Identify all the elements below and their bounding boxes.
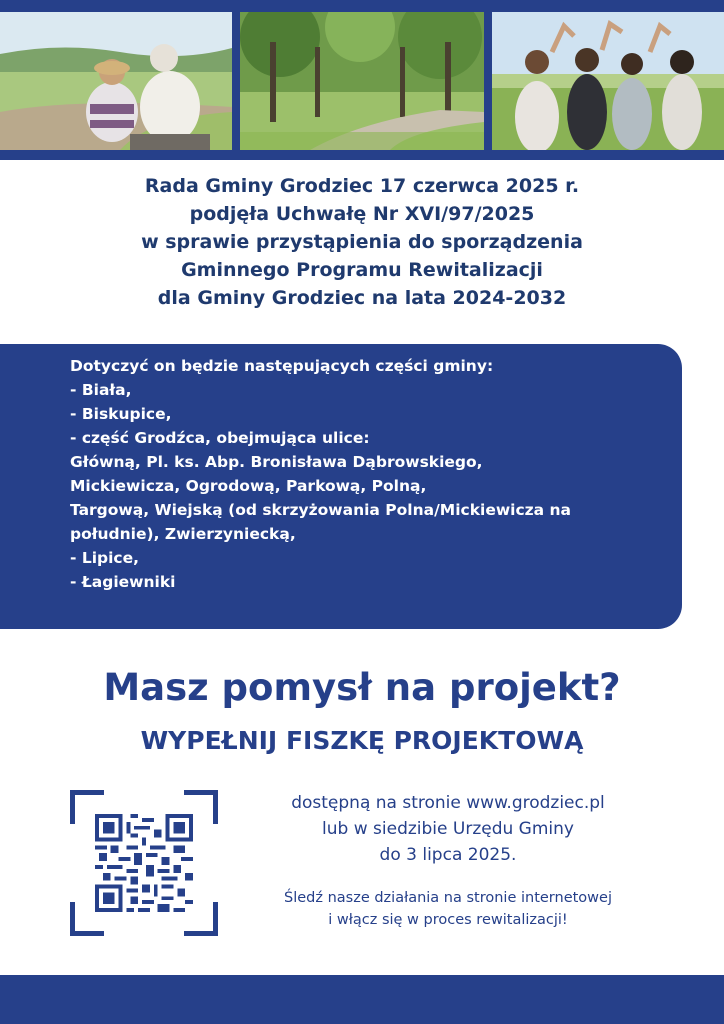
areas-line: - Lipice,	[70, 549, 140, 567]
tree-lined-path-photo	[240, 12, 484, 150]
follow-line: i włącz się w proces rewitalizacji!	[328, 912, 568, 928]
areas-line: Targową, Wiejską (od skrzyżowania Polna/Mickiewicza na	[70, 501, 572, 519]
headline-line: dla Gminy Grodziec na lata 2024-2032	[157, 287, 567, 309]
headline-line: podjęła Uchwałę Nr XVI/97/2025	[189, 203, 535, 225]
info-line: lub w siedzibie Urzędu Gminy	[322, 819, 574, 839]
info-line: do 3 lipca 2025.	[379, 845, 517, 865]
cta-title: Masz pomysł na projekt?	[103, 666, 621, 709]
areas-line: - część Grodźca, obejmująca ulice:	[70, 429, 370, 447]
headline-line: Rada Gminy Grodziec 17 czerwca 2025 r.	[144, 175, 580, 197]
cta-subtitle: WYPEŁNIJ FISZKĘ PROJEKTOWĄ	[140, 726, 584, 755]
qr-code-icon[interactable]	[95, 814, 193, 912]
bottom-band	[0, 975, 724, 1024]
areas-panel	[0, 344, 682, 629]
friends-heart-hands-photo	[492, 12, 724, 150]
top-photo-band	[0, 0, 724, 160]
areas-line: południe), Zwierzyniecką,	[70, 525, 296, 543]
qr-code-frame[interactable]	[70, 790, 218, 936]
info-line[interactable]: dostępną na stronie www.grodziec.pl	[291, 793, 605, 813]
areas-line: - Łagiewniki	[70, 573, 176, 591]
areas-line: Dotyczyć on będzie następujących części gminy:	[70, 357, 494, 375]
form-availability-text	[232, 790, 664, 868]
follow-line: Śledź nasze działania na stronie internetowej	[284, 890, 612, 906]
areas-line: Mickiewicza, Ogrodową, Parkową, Polną,	[70, 477, 427, 495]
resolution-headline	[0, 172, 724, 312]
elderly-couple-photo	[0, 12, 232, 150]
headline-line: Gminnego Programu Rewitalizacji	[181, 259, 543, 281]
headline-line: w sprawie przystąpienia do sporządzenia	[141, 231, 583, 253]
areas-line: Główną, Pl. ks. Abp. Bronisława Dąbrowskiego,	[70, 453, 483, 471]
follow-us-text	[232, 887, 664, 931]
areas-line: - Biskupice,	[70, 405, 172, 423]
areas-line: - Biała,	[70, 381, 132, 399]
